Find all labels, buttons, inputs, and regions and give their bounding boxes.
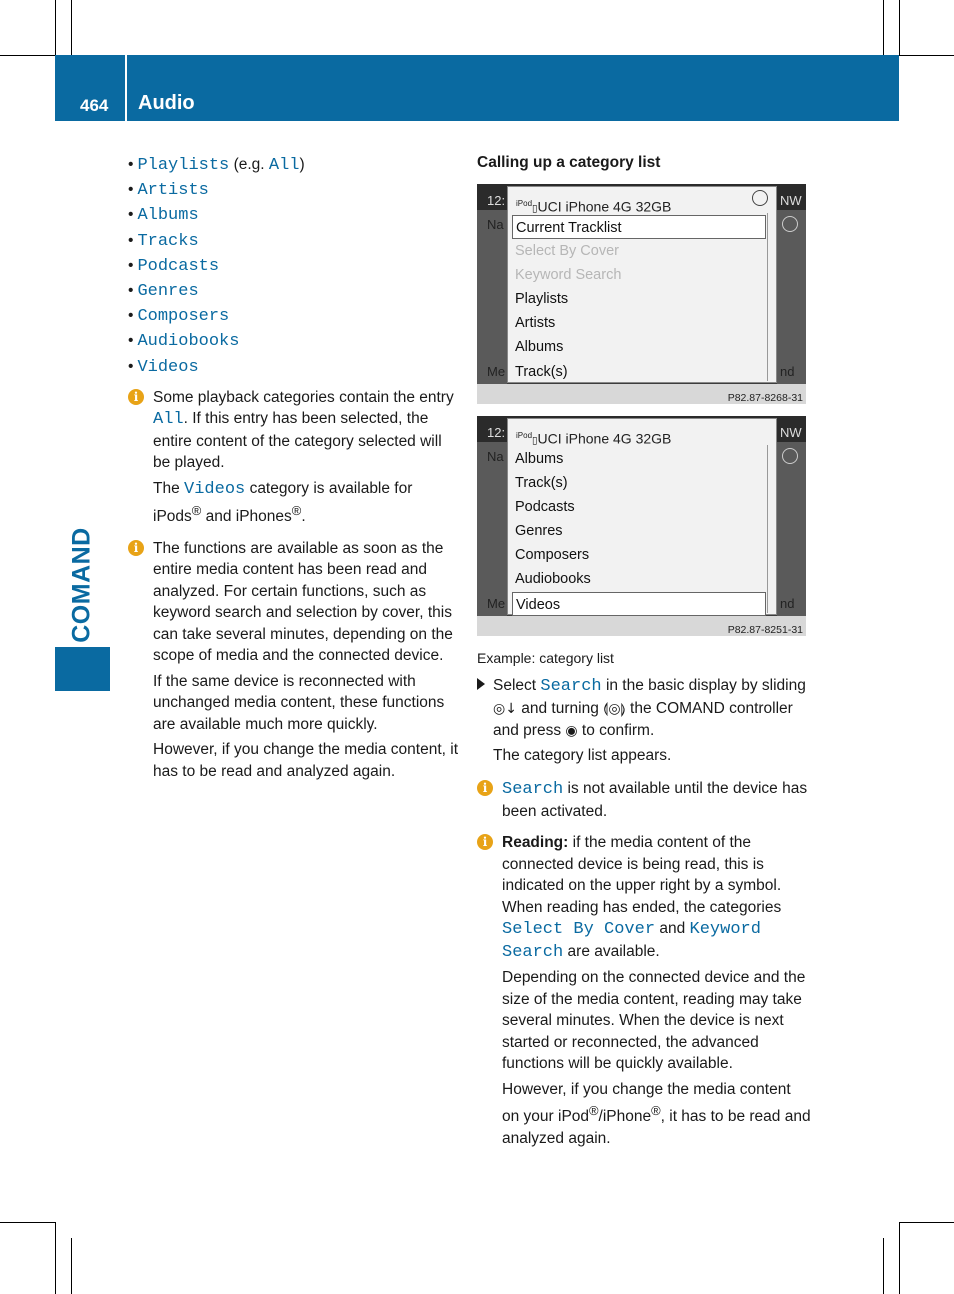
menu-list — [512, 215, 766, 384]
image-code: P82.87-8268-31 — [727, 391, 803, 404]
category-menu — [507, 186, 777, 383]
scrollbar[interactable] — [767, 213, 774, 381]
ipod-icon: ▯ — [532, 203, 538, 215]
info-icon: i — [477, 834, 493, 850]
menu-term: Search — [502, 780, 564, 799]
side-label: Na — [487, 448, 504, 464]
step-text: the COMAND controller and press — [493, 699, 793, 739]
step-result: The category list appears. — [493, 746, 672, 764]
controller-turn-icon: ⟬◎⟭ — [603, 700, 626, 717]
info-label: Reading: — [502, 834, 569, 851]
list-item: • Genres — [128, 281, 199, 301]
info-text: are available. — [567, 942, 660, 960]
menu-item[interactable]: Artists — [515, 315, 556, 332]
list-item: • Artists — [128, 181, 209, 201]
section-title: Audio — [138, 92, 195, 114]
eg-text: ) — [299, 156, 305, 173]
menu-item: Select By Cover — [515, 242, 619, 259]
display-screenshot — [477, 416, 806, 636]
menu-item[interactable]: Current Tracklist — [512, 215, 766, 239]
info-text: category is available for iPods — [153, 479, 413, 526]
category-list — [128, 152, 458, 379]
category-name: Playlists — [137, 156, 230, 175]
menu-item[interactable]: Podcasts — [515, 498, 575, 515]
left-column — [128, 152, 458, 782]
step-text: in the basic display by sliding — [605, 677, 806, 694]
crop-mark — [55, 1222, 56, 1294]
globe-icon — [782, 448, 798, 464]
menu-term: Keyword Search — [502, 920, 761, 962]
category-name: Composers — [137, 307, 230, 327]
compass-text: NW — [780, 192, 802, 208]
info-text: . If this entry has been selected, the entire content of the category selected will be played. — [153, 410, 442, 472]
category-name: Albums — [137, 206, 199, 226]
category-menu — [507, 418, 777, 615]
crop-mark — [0, 55, 55, 56]
menu-term: Search — [540, 677, 602, 696]
info-text: , it has to be read and analyzed again. — [502, 1108, 811, 1147]
info-note — [128, 538, 458, 783]
info-text: Depending on the connected device and the size of the media content, reading may take several minutes. When the device is next started or reconnected, the advanced functions will be quickly available. — [502, 969, 806, 1072]
list-item: • Videos — [128, 357, 199, 377]
step-text: to confirm. — [581, 722, 655, 739]
controller-slide-icon: ◎↓ — [493, 700, 517, 717]
menu-item[interactable]: Audiobooks — [515, 571, 591, 588]
registered-mark: ® — [651, 1103, 661, 1118]
side-label: Me — [487, 595, 506, 611]
eg-text: (e.g. — [233, 156, 265, 173]
info-text: However, if you change the media content, it has to be read and analyzed again. — [153, 741, 459, 780]
globe-icon — [782, 216, 798, 232]
crop-mark — [71, 1238, 72, 1294]
image-code: P82.87-8251-31 — [727, 623, 803, 636]
info-text: /iPhone — [598, 1108, 652, 1126]
info-icon: i — [128, 389, 144, 405]
info-text: However, if you change the media content on your iPod — [502, 1080, 791, 1126]
controller-press-icon: ◉ — [565, 723, 578, 739]
image-footer — [477, 616, 806, 636]
crop-mark — [0, 1222, 55, 1223]
info-note — [477, 778, 812, 822]
info-text: is not available until the device has been activated. — [502, 780, 808, 820]
step-arrow-icon — [477, 678, 485, 690]
ipod-tag: iPod — [516, 430, 533, 440]
side-label: Na — [487, 216, 504, 232]
display-screenshot — [477, 184, 806, 404]
crop-mark — [899, 0, 900, 55]
registered-mark: ® — [191, 503, 202, 519]
subheading: Calling up a category list — [477, 154, 661, 171]
step-text: Select — [493, 677, 537, 694]
category-name: Videos — [184, 479, 246, 499]
category-name: Genres — [137, 281, 199, 301]
device-name: UCI iPhone 4G 32GB — [537, 430, 672, 447]
page-number: 464 — [80, 96, 109, 115]
list-item: • Audiobooks — [128, 332, 240, 352]
category-name: All — [153, 410, 184, 430]
menu-item: Keyword Search — [515, 266, 622, 283]
category-name: Audiobooks — [137, 332, 240, 352]
registered-mark: ® — [291, 503, 302, 519]
list-item: • Tracks — [128, 231, 199, 251]
step-text: and turning — [521, 699, 599, 717]
instruction-step — [477, 675, 812, 766]
info-icon: i — [477, 780, 493, 796]
compass-text: NW — [780, 424, 802, 440]
menu-item[interactable]: Videos — [512, 592, 766, 616]
info-text: Some playback categories contain the entry — [153, 388, 454, 406]
crop-mark — [899, 1222, 954, 1223]
reading-icon — [752, 190, 768, 206]
info-text: and — [659, 920, 686, 937]
ipod-icon: ▯ — [532, 435, 538, 447]
menu-term: Select By Cover — [502, 920, 656, 939]
menu-item[interactable]: Genres — [515, 523, 563, 540]
clock-text: 12: — [487, 192, 506, 208]
ipod-tag: iPod — [516, 198, 533, 208]
device-name: UCI iPhone 4G 32GB — [537, 198, 672, 215]
crop-mark — [71, 0, 72, 55]
menu-item[interactable]: Albums — [515, 450, 564, 467]
side-label: nd — [780, 595, 795, 611]
info-text: . — [301, 508, 306, 526]
figure-caption: Example: category list — [477, 649, 614, 666]
info-text: and iPhones — [205, 508, 292, 526]
right-column — [477, 152, 812, 1149]
side-label: Me — [487, 363, 506, 379]
side-tab-marker — [55, 647, 110, 691]
category-name: Podcasts — [137, 256, 220, 276]
menu-item[interactable]: Composers — [515, 547, 590, 564]
category-name: Tracks — [137, 231, 199, 251]
category-name: All — [268, 156, 300, 175]
info-icon: i — [128, 540, 144, 556]
menu-list — [512, 447, 766, 616]
scrollbar[interactable] — [767, 445, 774, 613]
crop-mark — [883, 0, 884, 55]
info-text: The — [153, 479, 180, 497]
menu-item[interactable]: Playlists — [515, 291, 569, 308]
crop-mark — [55, 0, 56, 55]
side-label: nd — [780, 363, 795, 379]
registered-mark: ® — [589, 1103, 599, 1118]
category-name: Videos — [137, 357, 199, 377]
header-divider — [125, 55, 127, 121]
list-item: • Podcasts — [128, 256, 220, 276]
menu-item[interactable]: Track(s) — [515, 474, 568, 491]
image-footer — [477, 384, 806, 404]
crop-mark — [899, 1222, 900, 1294]
list-item: • Albums — [128, 206, 199, 226]
menu-item[interactable]: Albums — [515, 339, 564, 356]
clock-text: 12: — [487, 424, 506, 440]
info-text: The functions are available as soon as the entire media content has been read and analyzed. For certain functions, such as keyword search and selection by cover, this can take several minutes, depending on the scope of media and the connected device. — [153, 539, 453, 665]
crop-mark — [899, 55, 954, 56]
list-item: • Composers — [128, 307, 230, 327]
info-text: If the same device is reconnected with unchanged media content, these functions are available much more quickly. — [153, 672, 445, 733]
menu-item[interactable]: Track(s) — [515, 363, 568, 380]
list-item: • Playlists (e.g. All) — [128, 156, 305, 175]
info-note — [477, 832, 812, 1149]
side-tab-label: COMAND — [67, 527, 96, 643]
category-name: Artists — [137, 181, 209, 201]
info-text: if the media content of the connected device is being read, this is indicated on the upper right by a symbol. When reading has ended, the categories — [502, 834, 782, 916]
info-note — [128, 387, 458, 528]
crop-mark — [883, 1238, 884, 1294]
